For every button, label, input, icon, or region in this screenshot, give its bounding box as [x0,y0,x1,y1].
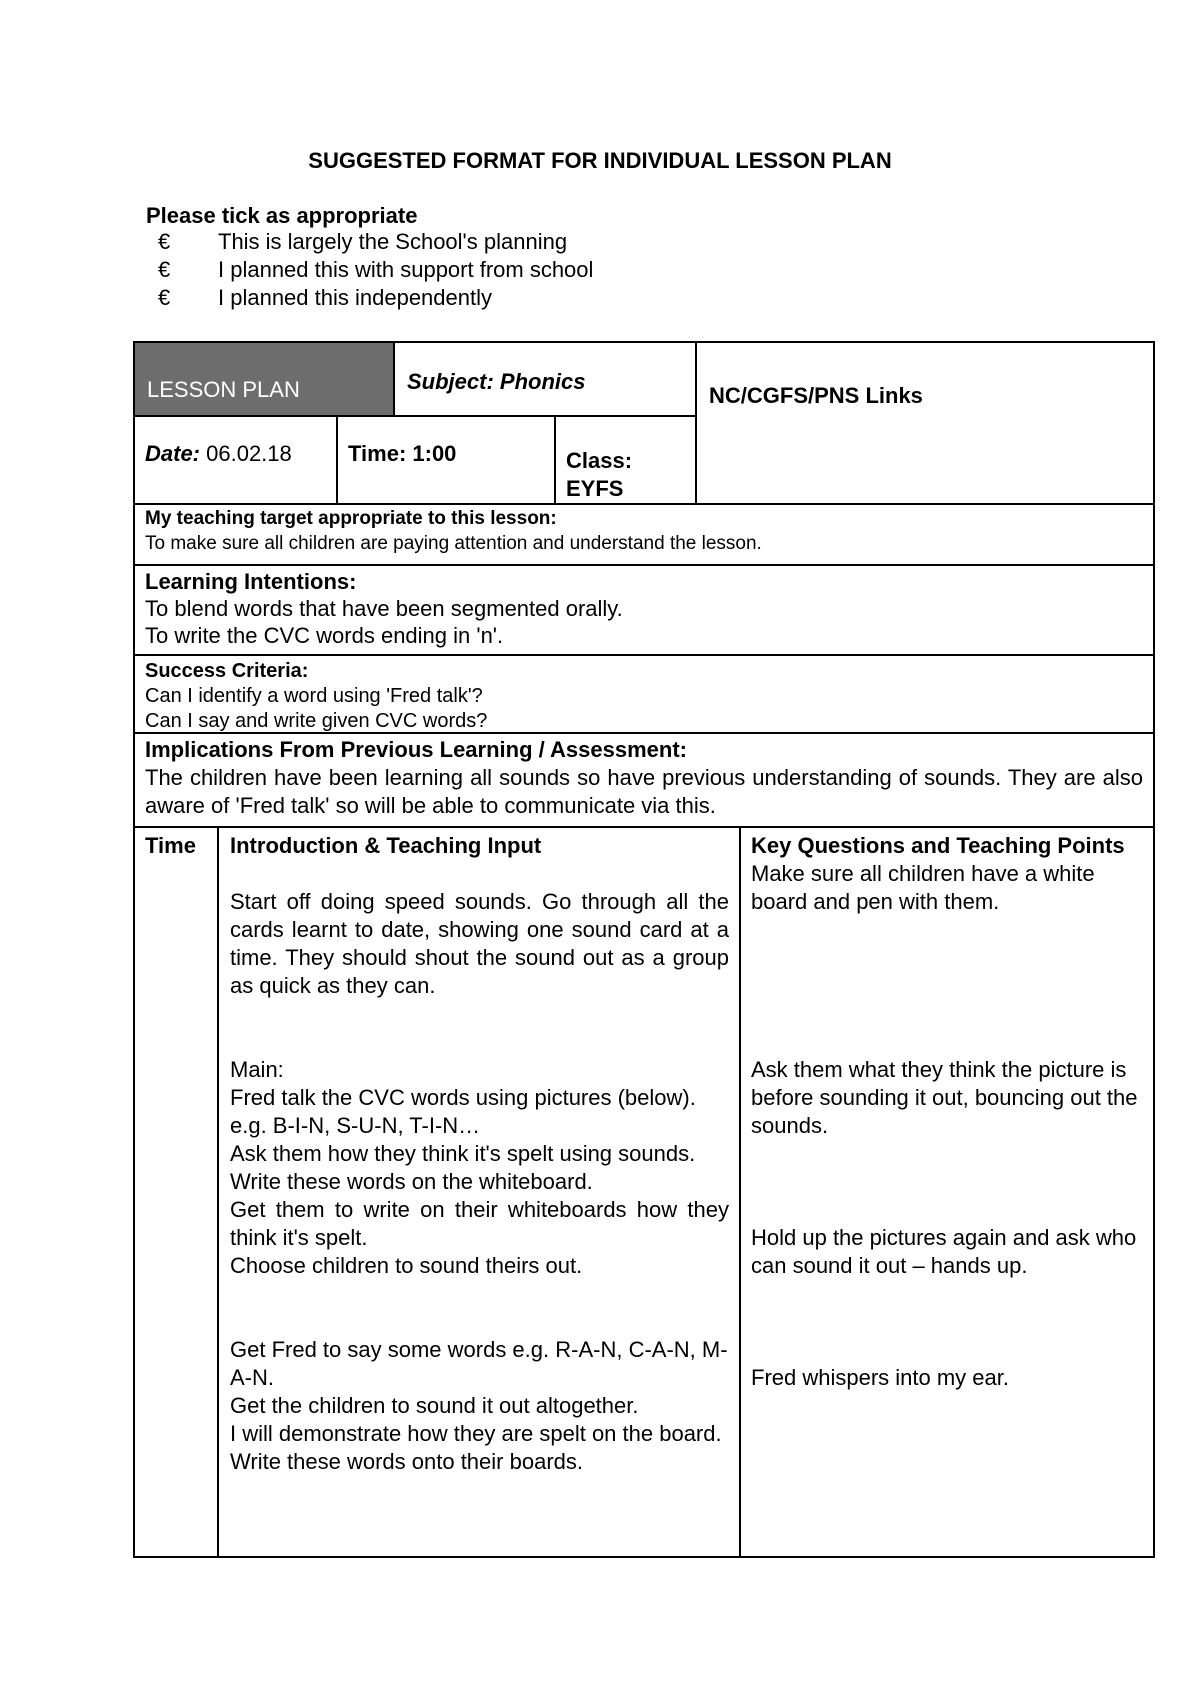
checkbox-icon[interactable]: € [158,229,171,254]
spacer [230,860,729,888]
class-value: EYFS [566,476,624,501]
tick-options [158,228,593,312]
key-point: Fred whispers into my ear. [751,1365,1009,1390]
success-criteria-section[interactable] [133,654,1155,734]
intro-paragraph: Write these words on the whiteboard. [230,1169,593,1194]
key-point: Make sure all children have a white board and pen with them. [751,861,1095,914]
intro-paragraph: Get Fred to say some words e.g. R-A-N, C-A-N, M-A-N. [230,1337,728,1390]
time-column[interactable] [135,828,219,1556]
success-criteria-item: Can I identify a word using 'Fred talk'? [145,685,483,707]
intro-paragraph: Write these words onto their boards. [230,1449,583,1474]
date-field[interactable] [135,417,338,503]
lesson-plan-title: LESSON PLAN [135,343,395,417]
introduction-column-header: Introduction & Teaching Input [230,833,542,858]
tick-option-label: I planned this with support from school [218,257,594,282]
implications-section[interactable] [133,732,1155,828]
learning-intentions-section[interactable] [133,564,1155,656]
intro-paragraph: Ask them how they think it's spelt using sounds. [230,1141,696,1166]
spacer [230,1280,729,1336]
lesson-header-table [133,341,1155,505]
implications-text: The children have been learning all sounds so have previous understanding of sounds. They are also aware of 'Fred talk' so will be able to communicate via this. [145,765,1143,818]
date-value: 06.02.18 [200,441,292,466]
tick-option[interactable] [158,284,593,312]
spacer [751,916,1145,1056]
intro-paragraph: Choose children to sound theirs out. [230,1253,583,1278]
teaching-target-section[interactable] [133,503,1155,566]
intro-paragraph: e.g. B-I-N, S-U-N, T-I-N… [230,1113,481,1138]
curriculum-links-field[interactable]: NC/CGFS/PNS Links [709,383,923,408]
tick-option-label: I planned this independently [218,285,492,310]
date-label: Date: [145,441,201,466]
key-point: Hold up the pictures again and ask who can sound it out – hands up. [751,1225,1137,1278]
key-questions-column-header: Key Questions and Teaching Points [751,833,1125,858]
tick-option-label: This is largely the School's planning [218,229,568,254]
class-label: Class: [566,448,633,473]
learning-intention-item: To write the CVC words ending in 'n'. [145,623,504,648]
tick-option[interactable] [158,228,593,256]
intro-paragraph: Get them to write on their whiteboards how they think it's spelt. [230,1197,729,1250]
implications-label: Implications From Previous Learning / Assessment: [145,737,687,762]
key-point: Ask them what they think the picture is before sounding it out, bouncing out the sounds. [751,1057,1138,1138]
introduction-column[interactable] [219,828,741,1556]
success-criteria-label: Success Criteria: [145,660,309,682]
main-label: Main: [230,1057,284,1082]
intro-paragraph: Start off doing speed sounds. Go through all the cards learnt to date, showing one sound card at a time. They should shout the sound out as a group as quick as they can. [230,889,729,998]
checkbox-icon[interactable]: € [158,257,171,282]
spacer [751,1280,1145,1364]
document-title: SUGGESTED FORMAT FOR INDIVIDUAL LESSON PLAN [308,148,892,173]
checkbox-icon[interactable]: € [158,285,171,310]
subject-field[interactable]: Subject: Phonics [395,343,697,417]
time-column-header: Time [145,833,196,858]
learning-intention-item: To blend words that have been segmented orally. [145,596,623,621]
tick-option[interactable] [158,256,593,284]
spacer [230,1000,729,1056]
spacer [751,1140,1145,1224]
intro-paragraph: I will demonstrate how they are spelt on the board. [230,1421,722,1446]
class-field[interactable] [556,417,697,503]
teaching-target-text: To make sure all children are paying attention and understand the lesson. [145,533,762,554]
intro-paragraph: Fred talk the CVC words using pictures (below). [230,1085,696,1110]
key-questions-column[interactable] [741,828,1155,1556]
success-criteria-item: Can I say and write given CVC words? [145,710,488,732]
intro-paragraph: Get the children to sound it out altogether. [230,1393,639,1418]
time-field[interactable]: Time: 1:00 [338,417,556,503]
teaching-target-label: My teaching target appropriate to this lesson: [145,508,557,529]
tick-heading: Please tick as appropriate [146,203,418,228]
learning-intentions-label: Learning Intentions: [145,569,357,594]
lesson-plan-table [133,826,1155,1558]
